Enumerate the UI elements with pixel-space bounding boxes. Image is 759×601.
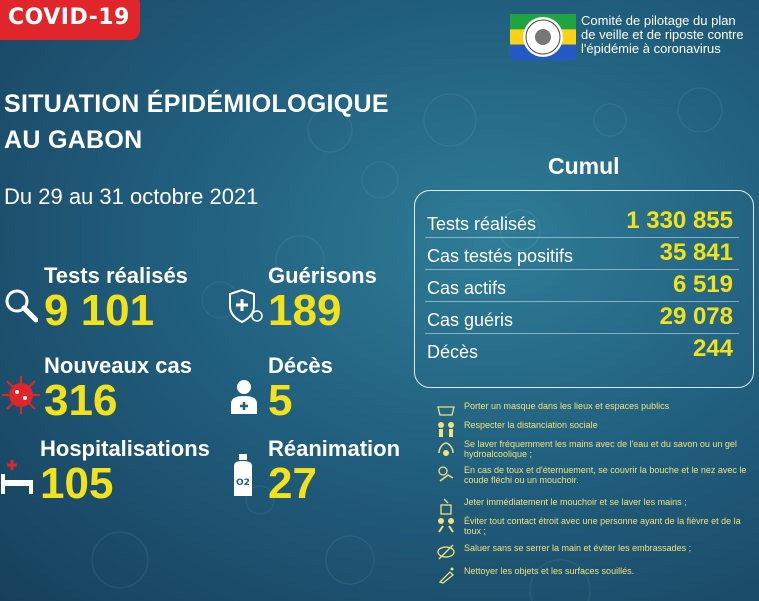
shield-virus-icon [226, 286, 266, 326]
advice-item [436, 543, 754, 561]
avoid-contact-icon [436, 516, 456, 534]
cumul-label: Cas guéris [427, 310, 514, 330]
advice-item [436, 439, 754, 459]
person-cross-icon [228, 378, 260, 416]
svg-text:O2: O2 [236, 478, 250, 488]
advice-text: Respecter la distanciation sociale [464, 420, 598, 430]
cumul-table [414, 190, 754, 388]
divider [425, 269, 739, 270]
cumul-value: 6 519 [672, 271, 733, 298]
stat-rea-value: 27 [268, 459, 317, 508]
stat-rea [268, 436, 400, 506]
cumul-row [427, 271, 733, 299]
title-line-1: SITUATION ÉPIDÉMIOLOGIQUE [4, 90, 389, 118]
gabon-flag-logo [510, 14, 576, 60]
cumul-value: 35 841 [659, 239, 733, 266]
sneeze-elbow-icon [436, 465, 456, 483]
oxygen-tank-icon [230, 452, 256, 500]
stat-tests [44, 263, 188, 333]
advice-item [436, 401, 754, 419]
cumul-row [427, 335, 733, 363]
stat-nouveaux-label: Nouveaux cas [44, 353, 192, 378]
stat-nouveaux-value: 316 [44, 376, 118, 425]
divider [425, 237, 739, 238]
page-title [4, 86, 464, 158]
stat-guerisons [268, 263, 377, 333]
advice-item [436, 566, 754, 584]
stat-guerisons-label: Guérisons [268, 263, 377, 288]
virus-icon [0, 374, 42, 416]
org-line-2: de veille et de riposte contre [581, 27, 744, 42]
advice-text: Porter un masque dans les lieux et espaces publics [464, 401, 670, 411]
stat-deces [268, 353, 333, 423]
distancing-icon [436, 420, 456, 438]
cumul-label: Cas actifs [427, 278, 507, 298]
magnifier-icon [4, 288, 38, 324]
cumul-value: 1 330 855 [626, 207, 733, 234]
stat-rea-label: Réanimation [268, 436, 401, 461]
title-line-2: AU GABON [4, 126, 143, 154]
advice-text: Saluer sans se serrer la main et éviter les embrassades ; [464, 543, 692, 553]
covid-tag: COVID-19 [0, 0, 140, 40]
cumul-title: Cumul [548, 153, 620, 179]
stat-nouveaux [44, 353, 192, 423]
cumul-row [427, 207, 733, 235]
advice-text: Éviter tout contact étroit avec une personne ayant de la fièvre et de la toux ; [464, 516, 741, 536]
stat-hosp [40, 436, 210, 506]
cumul-row [427, 239, 733, 267]
cumul-label: Tests réalisés [427, 214, 537, 234]
advice-text: Nettoyer les objets et les surfaces souillés. [464, 566, 635, 576]
cleaning-icon [436, 566, 456, 584]
advice-item [436, 420, 754, 438]
cumul-row [427, 303, 733, 331]
divider [425, 301, 739, 302]
stat-guerisons-value: 189 [268, 286, 342, 335]
org-line-1: Comité de pilotage du plan [581, 13, 736, 28]
advice-text: En cas de toux et d'éternuement, se couvrir la bouche et le nez avec le coude fléchi ou un mouchoir. [464, 465, 747, 485]
cumul-label: Cas testés positifs [427, 246, 574, 266]
divider [425, 333, 739, 334]
cumul-label: Décès [427, 342, 479, 362]
mask-icon [436, 401, 456, 419]
stat-deces-value: 5 [268, 376, 293, 425]
organisation-header [510, 14, 744, 60]
org-line-3: l'épidémie à coronavirus [581, 41, 721, 56]
handwash-icon [436, 439, 456, 457]
advice-text: Jeter immédiatement le mouchoir et se laver les mains ; [464, 497, 687, 507]
tissue-bin-icon [436, 497, 456, 515]
advice-item [436, 465, 754, 485]
no-handshake-icon [436, 543, 456, 561]
cumul-value: 29 078 [659, 303, 733, 330]
period-date: Du 29 au 31 octobre 2021 [4, 184, 259, 209]
stat-tests-value: 9 101 [44, 286, 155, 335]
hospital-bed-icon [0, 458, 36, 496]
stat-hosp-value: 105 [40, 459, 114, 508]
stat-hosp-label: Hospitalisations [40, 436, 210, 461]
stat-tests-label: Tests réalisés [44, 263, 188, 288]
advice-text: Se laver fréquemment les mains avec de l'eau et du savon ou un gel hydroalcoolique ; [464, 439, 737, 459]
advice-item [436, 497, 754, 515]
advice-item [436, 516, 754, 536]
stat-deces-label: Décès [268, 353, 333, 378]
cumul-value: 244 [692, 335, 733, 362]
